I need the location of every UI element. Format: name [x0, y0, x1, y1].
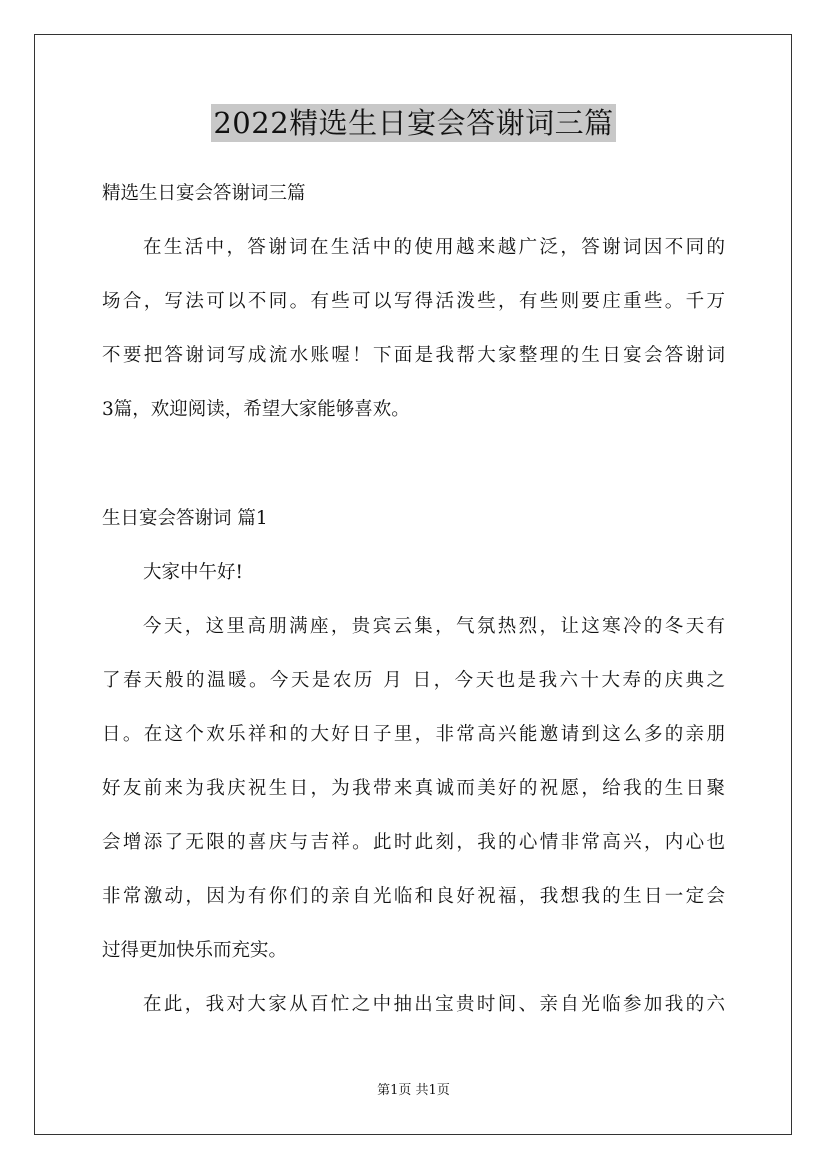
para1-line-6: 非常激动，因为有你们的亲自光临和良好祝福，我想我的生日一定会 [102, 886, 725, 907]
intro-line-3: 不要把答谢词写成流水账喔！下面是我帮大家整理的生日宴会答谢词 [102, 345, 725, 366]
intro-line-2: 场合，写法可以不同。有些可以写得活泼些，有些则要庄重些。千万 [102, 291, 725, 312]
document-title: 2022精选生日宴会答谢词三篇 [213, 106, 614, 140]
intro-line-1: 在生活中，答谢词在生活中的使用越来越广泛，答谢词因不同的 [143, 237, 725, 258]
page-footer: 第1页 共1页 [377, 1083, 450, 1098]
para1-line-2: 了春天般的温暖。今天是农历 月 日，今天也是我六十大寿的庆典之 [102, 670, 725, 691]
title-container [0, 104, 827, 142]
para1-line-1: 今天，这里高朋满座，贵宾云集，气氛热烈，让这寒冷的冬天有 [143, 616, 725, 637]
intro-line-4: 3篇，欢迎阅读，希望大家能够喜欢。 [102, 399, 410, 420]
para1-line-5: 会增添了无限的喜庆与吉祥。此时此刻，我的心情非常高兴，内心也 [102, 832, 725, 853]
greeting: 大家中午好! [143, 562, 243, 583]
document-subtitle: 精选生日宴会答谢词三篇 [102, 183, 306, 204]
para1-line-4: 好友前来为我庆祝生日，为我带来真诚而美好的祝愿，给我的生日聚 [102, 778, 725, 799]
para1-line-7: 过得更加快乐而充实。 [102, 940, 288, 961]
para1-line-3: 日。在这个欢乐祥和的大好日子里，非常高兴能邀请到这么多的亲朋 [102, 724, 725, 745]
para2-line-1: 在此，我对大家从百忙之中抽出宝贵时间、亲自光临参加我的六 [143, 994, 725, 1015]
section-heading: 生日宴会答谢词 篇1 [102, 508, 268, 529]
